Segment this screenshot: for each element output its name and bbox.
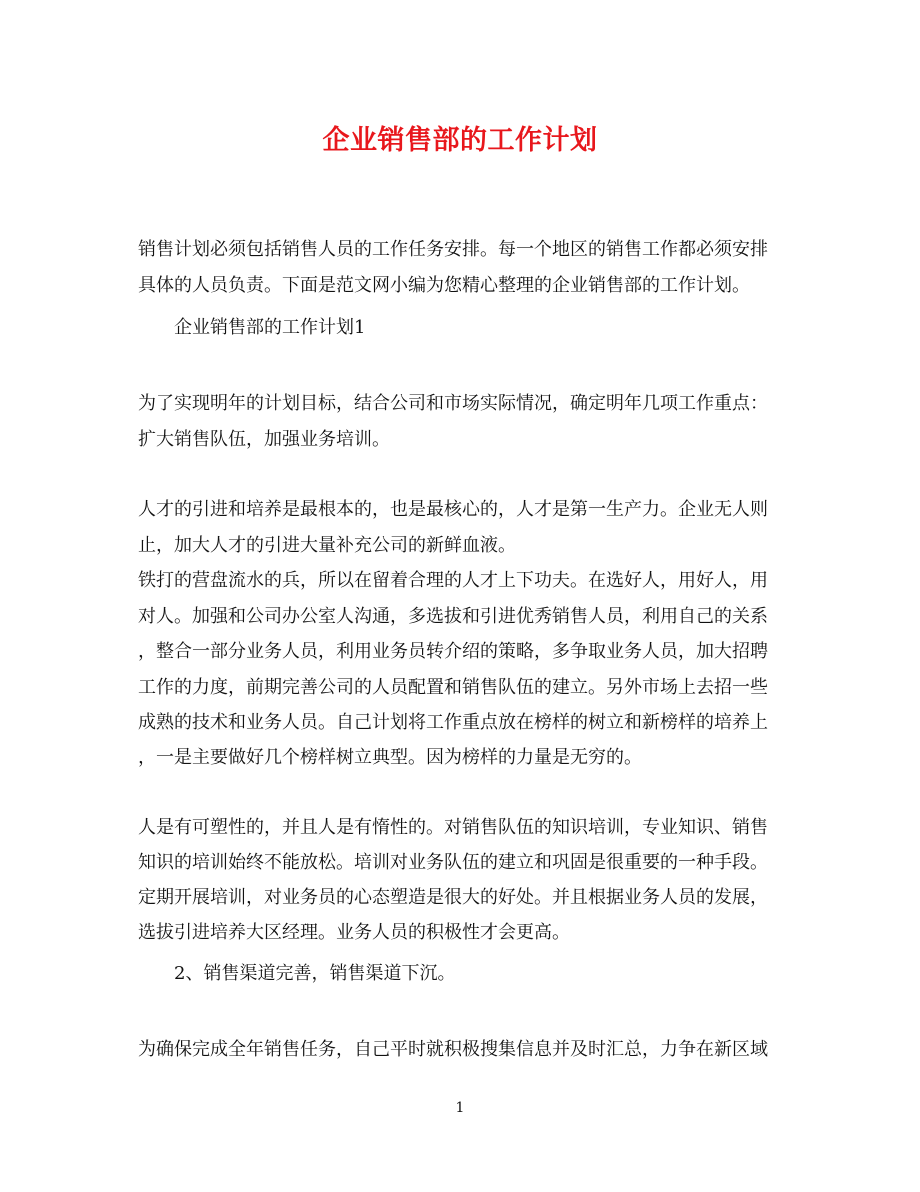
paragraph-line: 销售计划必须包括销售人员的工作任务安排。每一个地区的销售工作都必须安排: [138, 239, 768, 260]
paragraph-line: 人是有可塑性的，并且人是有惰性的。对销售队伍的知识培训，专业知识、销售: [138, 817, 768, 838]
paragraph-line: ，一是主要做好几个榜样树立典型。因为榜样的力量是无穷的。: [138, 747, 642, 768]
paragraph-line: 人才的引进和培养是最根本的，也是最核心的，人才是第一生产力。企业无人则: [138, 499, 768, 520]
paragraph-line: ，整合一部分业务人员，利用业务员转介绍的策略，多争取业务人员，加大招聘: [138, 641, 768, 662]
paragraph-line: 铁打的营盘流水的兵，所以在留着合理的人才上下功夫。在选好人，用好人，用: [138, 570, 768, 591]
paragraph-line: 为确保完成全年销售任务，自己平时就积极搜集信息并及时汇总，力争在新区域: [138, 1039, 768, 1060]
section-heading: 企业销售部的工作计划1: [174, 317, 366, 338]
paragraph-line: 具体的人员负责。下面是范文网小编为您精心整理的企业销售部的工作计划。: [138, 275, 750, 296]
paragraph-line: 定期开展培训，对业务员的心态塑造是很大的好处。并且根据业务人员的发展，: [138, 887, 768, 908]
paragraph-line: 选拔引进培养大区经理。业务人员的积极性才会更高。: [138, 922, 570, 943]
paragraph-line: 为了实现明年的计划目标，结合公司和市场实际情况，确定明年几项工作重点：: [138, 393, 768, 414]
paragraph-line: 对人。加强和公司办公室人沟通，多选拔和引进优秀销售人员，利用自己的关系: [138, 606, 768, 627]
page-number: 1: [455, 1100, 465, 1116]
paragraph-line: 工作的力度，前期完善公司的人员配置和销售队伍的建立。另外市场上去招一些: [138, 677, 768, 698]
section-heading: 2、销售渠道完善，销售渠道下沉。: [174, 963, 456, 984]
document-title: 企业销售部的工作计划: [322, 125, 598, 156]
paragraph-line: 止，加大人才的引进大量补充公司的新鲜血液。: [138, 535, 516, 556]
paragraph-line: 成熟的技术和业务人员。自己计划将工作重点放在榜样的树立和新榜样的培养上: [138, 712, 768, 733]
paragraph-line: 知识的培训始终不能放松。培训对业务队伍的建立和巩固是很重要的一种手段。: [138, 852, 768, 873]
paragraph-line: 扩大销售队伍，加强业务培训。: [138, 429, 390, 450]
